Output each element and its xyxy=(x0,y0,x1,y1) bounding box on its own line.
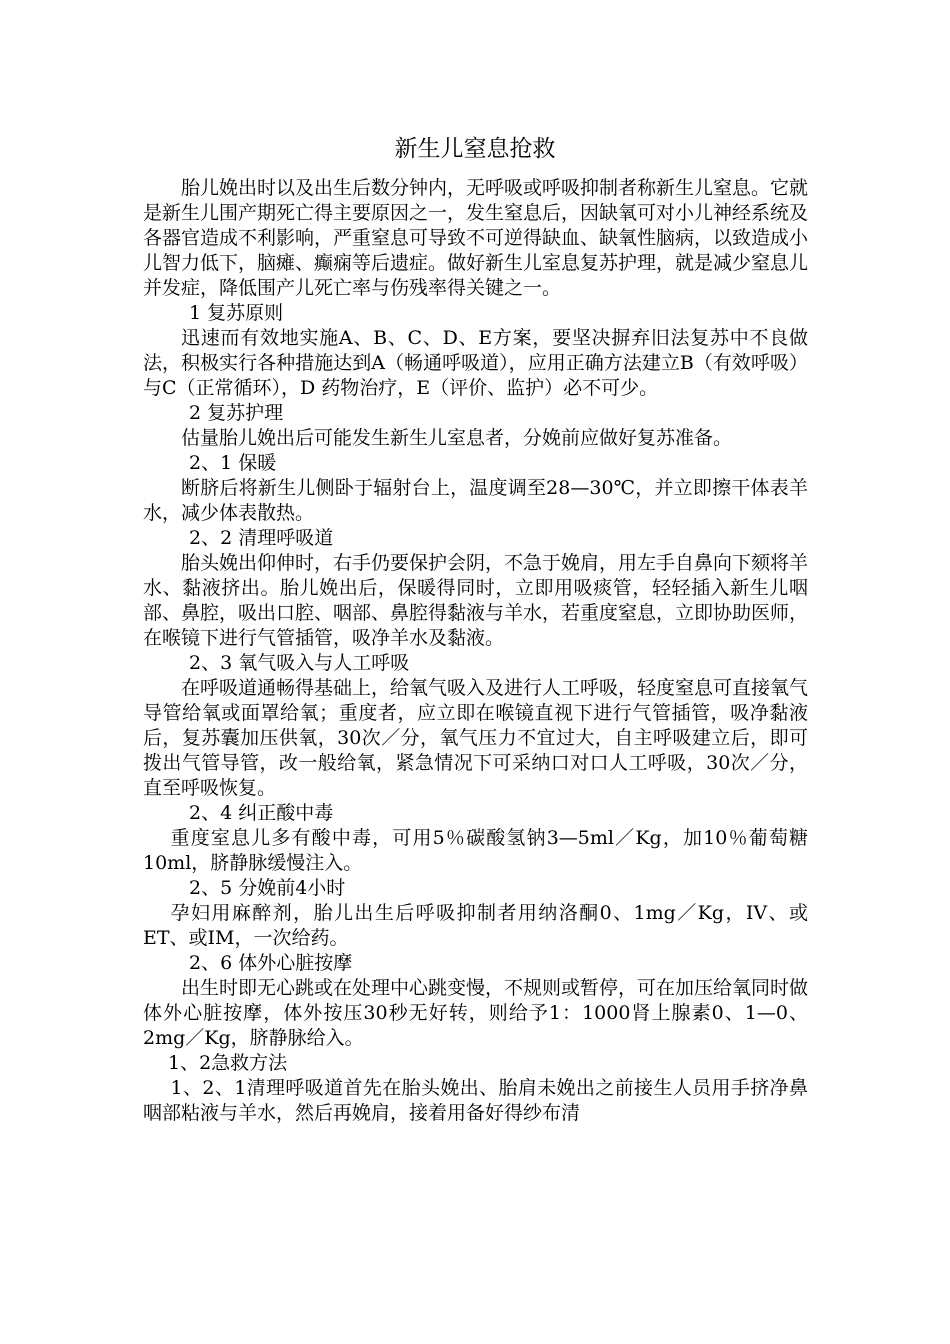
intro-paragraph: 胎儿娩出时以及出生后数分钟内，无呼吸或呼吸抑制者称新生儿窒息。它就是新生儿围产期死亡得主要原因之一，发生窒息后，因缺氧可对小儿神经系统及各器官造成不利影响，严重窒息可导致不可逆得缺血、缺氧性脑病，以致造成小儿智力低下，脑瘫、癫痫等后遗症。做好新生儿室息复苏护理，就是减少窒息儿并发症，降低围产儿死亡率与伤残率得关键之一。 xyxy=(143,177,809,299)
section-heading-1-2: 1、2急救方法 xyxy=(168,1052,288,1074)
section-heading-1: 1 复苏原则 xyxy=(189,302,284,324)
section-heading-2-6: 2、6 体外心脏按摩 xyxy=(189,952,353,974)
section-text-2-6: 出生时即无心跳或在处理中心跳变慢，不规则或暂停，可在加压给氧同时做体外心脏按摩，体外按压30秒无好转，则给予1：1000肾上腺素0、1—0、2mg／Kg，脐静脉给入。 xyxy=(143,977,809,1049)
section-heading-2-4: 2、4 纠正酸中毒 xyxy=(189,802,334,824)
section-text-1: 迅速而有效地实施A、B、C、D、E方案，要坚决摒弃旧法复苏中不良做法，积极实行各种措施达到A（畅通呼吸道），应用正确方法建立B（有效呼吸）与C（正常循环），D 药物治疗，E（评价、监护）必不可少。 xyxy=(143,327,808,399)
document-body xyxy=(143,176,808,1126)
section-heading-2-2: 2、2 清理呼吸道 xyxy=(189,527,334,549)
section-text-2-5: 孕妇用麻醉剂，胎儿出生后呼吸抑制者用纳洛酮0、1mg／Kg，IV、或ET、或IM，一次给药。 xyxy=(143,902,808,949)
section-heading-2-1: 2、1 保暖 xyxy=(189,452,277,474)
section-heading-2-3: 2、3 氧气吸入与人工呼吸 xyxy=(189,652,410,674)
section-text-2-4: 重度室息儿多有酸中毒，可用5％碳酸氢钠3—5ml／Kg，加10％葡萄糖10ml，脐静脉缓慢注入。 xyxy=(143,827,808,874)
section-text-2: 估量胎儿娩出后可能发生新生儿室息者，分娩前应做好复苏准备。 xyxy=(181,427,733,449)
section-text-2-2: 胎头娩出仰伸时，右手仍要保护会阴，不急于娩肩，用左手自鼻向下颏将羊水、黏液挤出。胎儿娩出后，保暖得同时，立即用吸痰管，轻轻插入新生儿咽部、鼻腔，吸出口腔、咽部、鼻腔得黏液与羊水，若重度窒息，立即协助医师，在喉镜下进行气管插管，吸净羊水及黏液。 xyxy=(143,552,809,649)
page-title: 新生儿窒息抢救 xyxy=(394,136,556,162)
section-text-2-1: 断脐后将新生儿侧卧于辐射台上，温度调至28—30℃，并立即擦干体表羊水，减少体表散热。 xyxy=(143,477,808,524)
section-text-2-3: 在呼吸道通畅得基础上，给氧气吸入及进行人工呼吸，轻度窒息可直接氧气导管给氧或面罩给氧；重度者，应立即在喉镜直视下进行气管插管，吸净黏液后，复苏囊加压供氧，30次／分，氧气压力不宜过大，自主呼吸建立后，即可拨出气管导管，改一般给氧，紧急情况下可采纳口对口人工呼吸，30次／分，直至呼吸恢复。 xyxy=(143,677,809,799)
section-heading-2: 2 复苏护理 xyxy=(189,402,284,424)
section-heading-2-5: 2、5 分娩前4小时 xyxy=(189,877,346,899)
section-text-1-2: 1、2、1清理呼吸道首先在胎头娩出、胎肩未娩出之前接生人员用手挤净鼻咽部粘液与羊水，然后再娩肩，接着用备好得纱布清 xyxy=(143,1077,808,1124)
